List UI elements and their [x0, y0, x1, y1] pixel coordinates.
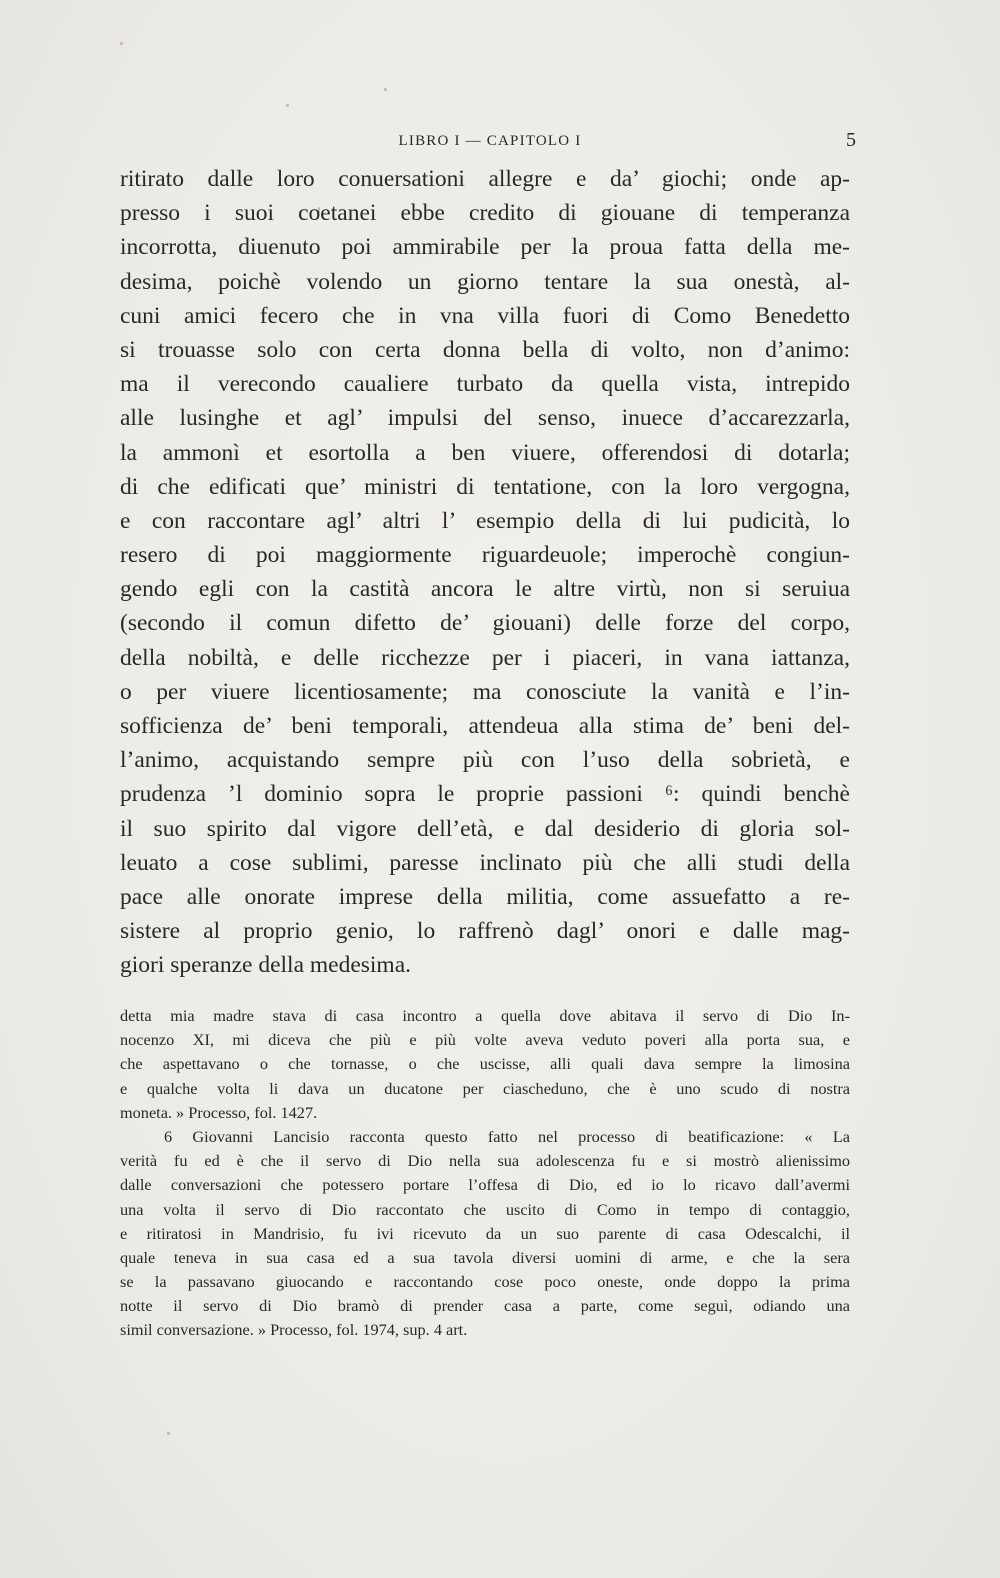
- text-line: ma il verecondo caualiere turbato da quella vista, intrepido: [120, 371, 850, 398]
- footnote-line: verità fu ed è che il servo di Dio nella sua adolescenza fu e si mostrò alienissimo: [120, 1151, 850, 1171]
- text-line: sistere al proprio genio, lo raffrenò dagl’ onori e dalle mag-: [120, 918, 850, 945]
- text-line: cuni amici fecero che in vna villa fuori di Como Benedetto: [120, 302, 850, 329]
- text-line: la ammonì et esortolla a ben viuere, offerendosi di dotarla;: [120, 439, 850, 466]
- footnote-line: se la passavano giuocando e raccontando cose poco oneste, onde doppo la prima: [120, 1272, 850, 1292]
- text-line: della nobiltà, e delle ricchezze per i piaceri, in vana iattanza,: [120, 644, 850, 671]
- footnote-line: nocenzo XI, mi diceva che più e più volte aveva veduto poveri alla porta sua, e: [120, 1030, 850, 1050]
- footnote-line: 6 Giovanni Lancisio racconta questo fatto nel processo di beatificazione: « La: [164, 1126, 850, 1146]
- main-text: [120, 162, 850, 983]
- page-number: 5: [846, 129, 856, 151]
- footnote-line: una volta il servo di Dio raccontato che uscito di Como in tempo di contaggio,: [120, 1199, 850, 1219]
- text-line: o per viuere licentiosamente; ma conosciute la vanità e l’in-: [120, 678, 850, 705]
- text-line: (secondo il comun difetto de’ giouani) delle forze del corpo,: [120, 610, 850, 637]
- text-line: alle lusinghe et agl’ impulsi del senso, inuece d’accarezzarla,: [120, 405, 850, 432]
- text-line: leuato a cose sublimi, paresse inclinato più che alli studi della: [120, 849, 850, 876]
- footnote-line: e qualche volta li dava un ducatone per ciascheduno, che è uno scudo di nostra: [120, 1078, 850, 1098]
- footnote-line: e ritiratosi in Mandrisio, fu ivi ricevuto da un suo parente di casa Odescalchi, il: [120, 1223, 850, 1243]
- footnote-line: simil conversazione. » Processo, fol. 1974, sup. 4 art.: [120, 1320, 468, 1340]
- text-line: si trouasse solo con certa donna bella di volto, non d’animo:: [120, 336, 850, 363]
- text-line: e con raccontare agl’ altri l’ esempio della di lui pudicità, lo: [120, 507, 850, 534]
- footnote-line: detta mia madre stava di casa incontro a quella dove abitava il servo di Dio In-: [120, 1006, 850, 1025]
- text-line: gendo egli con la castità ancora le altre virtù, non si seruiua: [120, 576, 850, 603]
- text-line: resero di poi maggiormente riguardeuole; imperochè congiun-: [120, 542, 850, 569]
- text-line: pace alle onorate imprese della militia, come assuefatto a re-: [120, 883, 850, 910]
- footnote-line: dalle conversazioni che potessero portare l’offesa di Dio, ed io lo ricavo dall’avermi: [120, 1175, 850, 1195]
- text-line: prudenza ’l dominio sopra le proprie passioni ⁶: quindi benchè: [120, 781, 850, 808]
- footnote-line: notte il servo di Dio bramò di prender casa a parte, come seguì, odiando una: [120, 1296, 850, 1316]
- text-line: sofficienza de’ beni temporali, attendeua alla stima de’ beni del-: [120, 713, 850, 739]
- footnote-line: moneta. » Processo, fol. 1427.: [120, 1102, 318, 1122]
- running-head: [120, 128, 856, 154]
- footnotes: [120, 1004, 850, 1343]
- text-line: presso i suoi coetanei ebbe credito di giouane di temperanza: [120, 200, 850, 227]
- running-title: LIBRO I — CAPITOLO I: [398, 133, 582, 149]
- footnote-line: quale teneva in sua casa ed a sua tavola diversi uomini di arme, e che la sera: [120, 1247, 850, 1267]
- footnote-line: che aspettavano o che tornasse, o che uscisse, alli quali dava sempre la limosina: [120, 1054, 850, 1074]
- text-line: desima, poichè volendo un giorno tentare la sua onestà, al-: [120, 268, 850, 295]
- text-line: il suo spirito dal vigore dell’età, e dal desiderio di gloria sol-: [120, 815, 850, 842]
- text-line: giori speranze della medesima.: [120, 952, 412, 979]
- text-line: ritirato dalle loro conuersationi allegre e da’ giochi; onde ap-: [120, 166, 850, 192]
- text-line: incorrotta, diuenuto poi ammirabile per la proua fatta della me-: [120, 234, 850, 261]
- text-line: l’animo, acquistando sempre più con l’uso della sobrietà, e: [120, 747, 850, 774]
- text-line: di che edificati que’ ministri di tentatione, con la loro vergogna,: [120, 473, 850, 500]
